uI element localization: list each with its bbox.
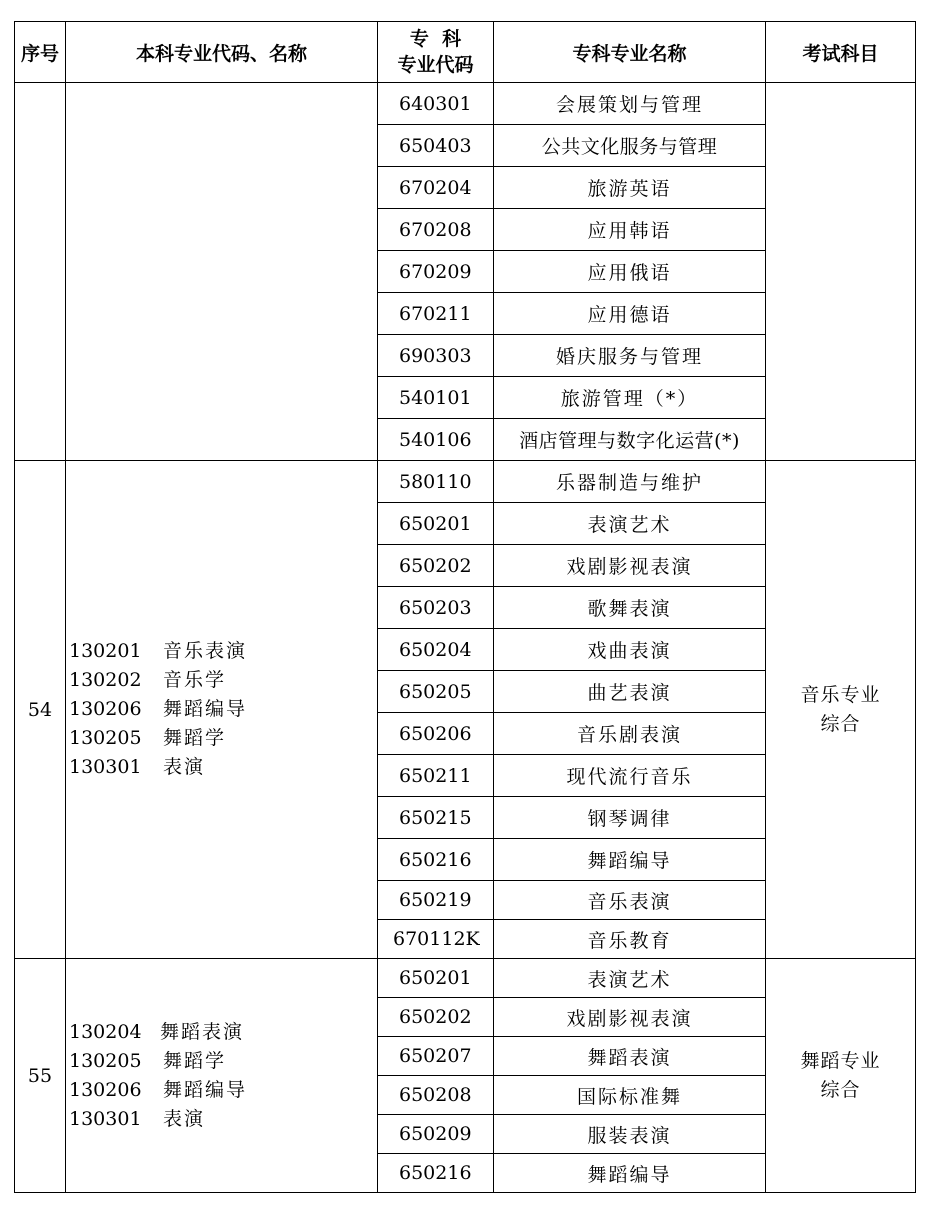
undergrad-code: 130301 <box>69 756 142 778</box>
name-cell: 乐器制造与维护 <box>494 461 766 503</box>
header-name: 专科专业名称 <box>494 22 766 83</box>
undergrad-name: 舞蹈学 <box>163 1049 227 1072</box>
code-cell: 650206 <box>378 713 494 755</box>
name-cell: 旅游英语 <box>494 167 766 209</box>
name-cell: 曲艺表演 <box>494 671 766 713</box>
name-cell: 钢琴调律 <box>494 797 766 839</box>
name-cell: 应用韩语 <box>494 209 766 251</box>
name-cell: 国际标准舞 <box>494 1076 766 1115</box>
code-cell: 670211 <box>378 293 494 335</box>
code-cell: 670208 <box>378 209 494 251</box>
undergrad-code: 130205 <box>69 1049 142 1072</box>
undergrad-name: 音乐表演 <box>163 640 248 662</box>
undergrad-item <box>69 637 377 666</box>
code-cell: 650211 <box>378 755 494 797</box>
name-cell: 表演艺术 <box>494 959 766 998</box>
header-code <box>378 22 494 83</box>
code-cell: 650219 <box>378 881 494 920</box>
code-cell: 650207 <box>378 1037 494 1076</box>
header-code-line2: 专业代码 <box>397 54 474 76</box>
name-cell: 会展策划与管理 <box>494 83 766 125</box>
undergrad-item <box>69 1076 377 1105</box>
code-cell: 650201 <box>378 503 494 545</box>
name-cell: 舞蹈编导 <box>494 839 766 881</box>
name-cell: 现代流行音乐 <box>494 755 766 797</box>
name-cell: 舞蹈表演 <box>494 1037 766 1076</box>
code-cell: 650203 <box>378 587 494 629</box>
code-cell: 650202 <box>378 998 494 1037</box>
undergrad-item <box>69 724 377 753</box>
code-cell: 640301 <box>378 83 494 125</box>
name-cell: 表演艺术 <box>494 503 766 545</box>
header-row <box>15 22 916 83</box>
exam-line: 综合 <box>820 1078 861 1101</box>
name-cell: 服装表演 <box>494 1115 766 1154</box>
exam-cell <box>766 83 916 461</box>
name-cell: 戏剧影视表演 <box>494 545 766 587</box>
undergrad-code: 130202 <box>69 669 142 691</box>
undergrad-item <box>69 753 377 782</box>
undergrad-name: 舞蹈编导 <box>163 1078 248 1101</box>
header-code-line1: 专 科 <box>409 28 462 50</box>
name-cell: 应用德语 <box>494 293 766 335</box>
undergrad-cell <box>66 83 378 461</box>
exam-cell <box>766 461 916 959</box>
undergrad-cell <box>66 959 378 1193</box>
undergrad-item <box>69 666 377 695</box>
name-cell: 旅游管理（*） <box>494 377 766 419</box>
name-cell: 歌舞表演 <box>494 587 766 629</box>
undergrad-code: 130201 <box>69 640 142 662</box>
undergrad-code: 130205 <box>69 727 142 749</box>
header-undergrad: 本科专业代码、名称 <box>66 22 378 83</box>
exam-line: 综合 <box>820 712 861 735</box>
code-cell: 650216 <box>378 839 494 881</box>
header-seq: 序号 <box>15 22 66 83</box>
seq-cell: 55 <box>15 959 66 1193</box>
name-cell: 婚庆服务与管理 <box>494 335 766 377</box>
majors-table <box>14 21 916 1193</box>
code-cell: 650205 <box>378 671 494 713</box>
undergrad-cell <box>66 461 378 959</box>
name-cell: 音乐教育 <box>494 920 766 959</box>
code-cell: 670209 <box>378 251 494 293</box>
name-cell: 酒店管理与数字化运营(*) <box>494 419 766 461</box>
name-cell: 戏剧影视表演 <box>494 998 766 1037</box>
header-exam: 考试科目 <box>766 22 916 83</box>
undergrad-name: 音乐学 <box>163 669 227 691</box>
code-cell: 650215 <box>378 797 494 839</box>
undergrad-item <box>69 1047 377 1076</box>
exam-cell <box>766 959 916 1193</box>
code-cell: 650216 <box>378 1154 494 1193</box>
code-cell: 670112K <box>378 920 494 959</box>
name-cell: 戏曲表演 <box>494 629 766 671</box>
code-cell: 690303 <box>378 335 494 377</box>
code-cell: 650202 <box>378 545 494 587</box>
exam-line: 音乐专业 <box>800 683 881 706</box>
undergrad-name: 表演 <box>163 1107 206 1130</box>
undergrad-code: 130301 <box>69 1107 142 1130</box>
code-cell: 650208 <box>378 1076 494 1115</box>
undergrad-name: 表演 <box>163 756 206 778</box>
name-cell: 应用俄语 <box>494 251 766 293</box>
undergrad-item <box>69 695 377 724</box>
undergrad-item <box>69 1018 377 1047</box>
code-cell: 670204 <box>378 167 494 209</box>
table-row <box>15 83 916 125</box>
code-cell: 650201 <box>378 959 494 998</box>
undergrad-code: 130206 <box>69 698 142 720</box>
undergrad-name: 舞蹈学 <box>163 727 227 749</box>
table-row <box>15 461 916 503</box>
undergrad-code: 130206 <box>69 1078 142 1101</box>
name-cell: 公共文化服务与管理 <box>494 125 766 167</box>
undergrad-name: 舞蹈表演 <box>160 1020 245 1043</box>
code-cell: 580110 <box>378 461 494 503</box>
table-row <box>15 959 916 998</box>
undergrad-item <box>69 1105 377 1134</box>
name-cell: 音乐剧表演 <box>494 713 766 755</box>
code-cell: 650209 <box>378 1115 494 1154</box>
code-cell: 650403 <box>378 125 494 167</box>
exam-line: 舞蹈专业 <box>800 1049 881 1072</box>
undergrad-name: 舞蹈编导 <box>163 698 248 720</box>
seq-cell <box>15 83 66 461</box>
name-cell: 音乐表演 <box>494 881 766 920</box>
seq-cell: 54 <box>15 461 66 959</box>
code-cell: 650204 <box>378 629 494 671</box>
name-cell: 舞蹈编导 <box>494 1154 766 1193</box>
undergrad-code: 130204 <box>69 1020 142 1043</box>
code-cell: 540101 <box>378 377 494 419</box>
code-cell: 540106 <box>378 419 494 461</box>
